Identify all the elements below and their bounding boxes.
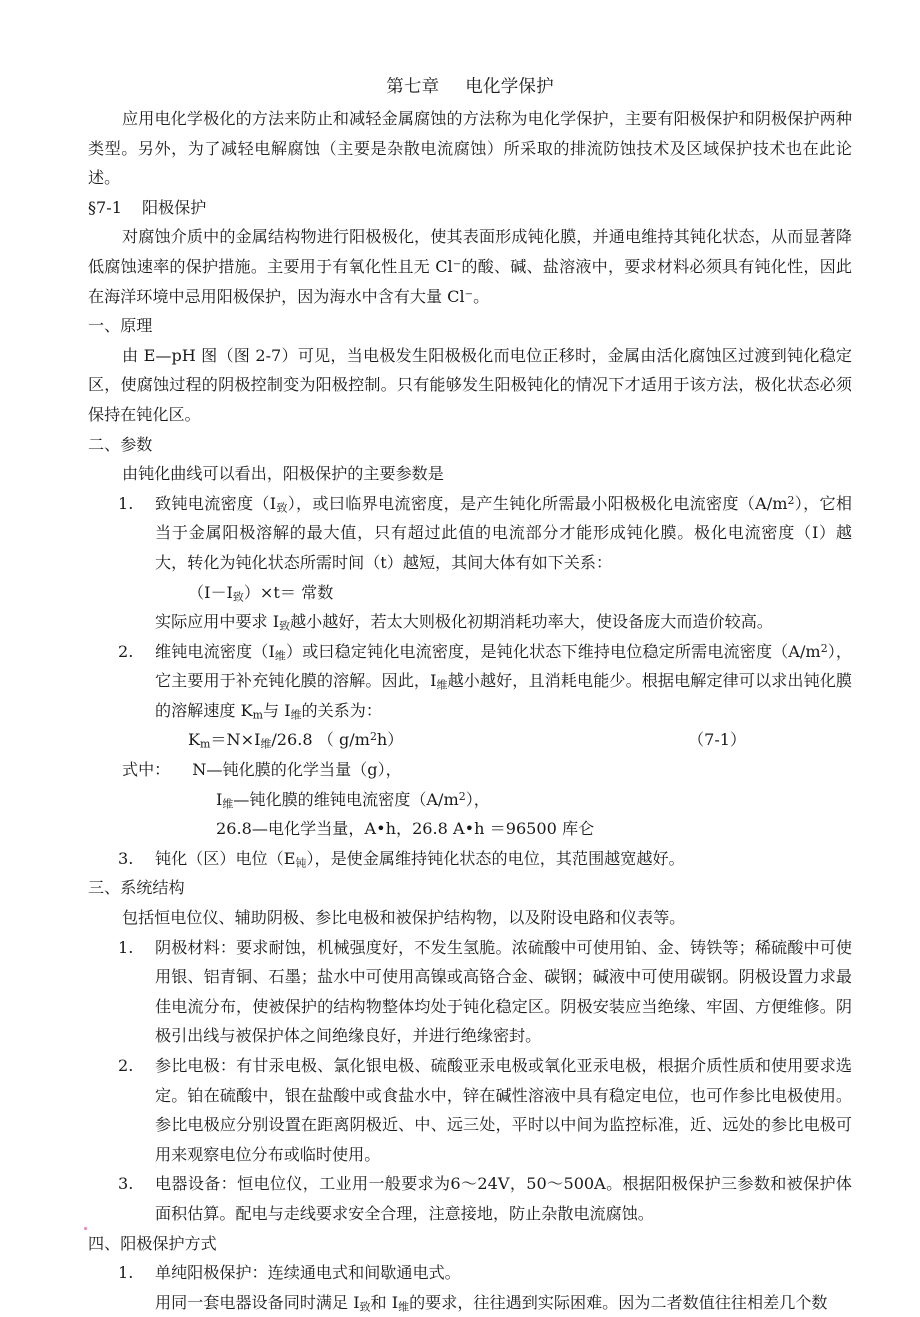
list-item-text-b: ），是使金属维持钝化状态的电位，其范围越宽越好。 bbox=[306, 848, 685, 868]
item1-continuation bbox=[88, 1288, 852, 1317]
definition-text-end: ）， bbox=[465, 789, 490, 809]
formula-text-a: （I－I bbox=[188, 582, 233, 602]
list-marker: 3. bbox=[118, 848, 134, 868]
subscript-wei: 维 bbox=[436, 678, 448, 692]
superscript-two: 2 bbox=[369, 730, 377, 744]
subsection-two-title: 参数 bbox=[120, 434, 153, 454]
list-marker: 1. bbox=[118, 493, 134, 513]
formula-7-1 bbox=[88, 725, 852, 755]
list-marker: 3. bbox=[118, 1174, 134, 1194]
list-marker: 1. bbox=[118, 937, 134, 957]
note-text-a: 实际应用中要求 I bbox=[155, 612, 280, 632]
list-item-text-a: 致钝电流密度（I bbox=[155, 493, 277, 513]
formula-text-b: ）×t＝ 常数 bbox=[243, 582, 334, 602]
subsection-one-heading bbox=[88, 311, 852, 341]
page-title bbox=[88, 72, 852, 102]
list-marker: 1. bbox=[118, 1263, 134, 1283]
definition-symbol: I bbox=[216, 789, 223, 809]
subscript-m: m bbox=[200, 737, 211, 751]
list-item-text: 参比电极：有甘汞电极、氯化银电极、硫酸亚汞电极或氧化亚汞电极，根据介质性质和使用要求选定。铂在硫酸中，银在盐酸中或食盐水中，锌在碱性溶液中具有稳定电位，也可作参比电极使用。参比电极应分别设置在距离阴极近、中、远三处，平时以中间为监控标准，近、远处的参比电极可用来观察电位分布或临时使用。 bbox=[155, 1056, 852, 1164]
subsection-four-heading bbox=[88, 1229, 852, 1259]
list-item-text: 阴极材料：要求耐蚀，机械强度好，不发生氢脆。浓硫酸中可使用铂、金、铸铁等；稀硫酸中可使用银、铝青铜、石墨；盐水中可使用高镍或高铬合金、碳钢；碱液中可使用碳钢。阴极设置力求最佳电流分布，使被保护的结构物整体均处于钝化稳定区。阴极安装应当绝缘、牢固、方便维修。阴极引出线与被保护体之间绝缘良好，并进行绝缘密封。 bbox=[155, 937, 852, 1046]
subscript-zhi: 致 bbox=[359, 1300, 371, 1314]
list-item-text-a: 钝化（区）电位（E bbox=[155, 848, 296, 868]
list-item bbox=[88, 933, 852, 1051]
formula-constant bbox=[88, 578, 852, 608]
subsection-three-number: 三、 bbox=[88, 878, 121, 898]
list-item bbox=[88, 489, 852, 578]
section-number: §7-1 bbox=[88, 197, 122, 217]
subsection-three-title: 系统结构 bbox=[120, 878, 185, 898]
subscript-wei: 维 bbox=[260, 737, 272, 751]
list-item-text-c: ），它主要用于补充钝化膜的溶解。因此，I bbox=[155, 641, 853, 691]
section-7-1-heading bbox=[88, 193, 852, 223]
section-title: 阳极保护 bbox=[141, 197, 207, 217]
list-item-text-a: 维钝电流密度（I bbox=[155, 641, 275, 661]
list-item bbox=[88, 1169, 852, 1228]
formula-rhs-end: h） bbox=[376, 730, 404, 750]
list-item bbox=[88, 637, 852, 726]
subscript-dun: 钝 bbox=[295, 856, 307, 870]
subsection-one-body: 由 E—pH 图（图 2-7）可见，当电极发生阳极极化而电位正移时，金属由活化腐蚀区过渡到钝化稳定区，使腐蚀过程的阴极控制变为阳极控制。只有能够发生阳极钝化的情况下才适用于该方法，极化状态必须保持在钝化区。 bbox=[88, 345, 852, 424]
list-item-text-b: ），或曰临界电流密度，是产生钝化所需最小阳极极化电流密度（A/m bbox=[287, 493, 788, 513]
formula-lhs: K bbox=[188, 730, 201, 750]
subsection-two-number: 二、 bbox=[88, 434, 121, 454]
list-item-text-c: ），它相当于金属阳极溶解的最大值，只有超过此值的电流部分才能形成钝化膜。极化电流密度（I）越大，转化为钝化状态所需时间（t）越短，其间大体有如下关系： bbox=[155, 493, 853, 572]
list-item-text-e: 与 I bbox=[262, 700, 291, 720]
definition-text: —钝化膜的维钝电流密度（A/m bbox=[233, 789, 459, 809]
subscript-zhi: 致 bbox=[232, 589, 244, 603]
chapter-name: 电化学保护 bbox=[465, 77, 554, 97]
subsection-four-number: 四、 bbox=[88, 1233, 121, 1253]
page-content bbox=[88, 72, 852, 1317]
definition-26-8: 26.8—电化学当量，A•h，26.8 A•h ＝96500 库仑 bbox=[216, 819, 595, 839]
subsection-three-heading bbox=[88, 873, 852, 903]
subscript-wei: 维 bbox=[398, 1300, 410, 1314]
subscript-m: m bbox=[252, 708, 263, 722]
where-label-row bbox=[88, 755, 852, 785]
note-text-b: 越小越好，若太大则极化初期消耗功率大，使设备庞大而造价较高。 bbox=[290, 612, 773, 632]
formula-rhs: /26.8 （ g/m bbox=[271, 730, 370, 750]
superscript-two: 2 bbox=[787, 493, 795, 507]
subsection-four-title: 阳极保护方式 bbox=[120, 1233, 217, 1253]
subscript-wei: 维 bbox=[222, 797, 234, 811]
subsection-two-lead: 由钝化曲线可以看出，阳极保护的主要参数是 bbox=[122, 464, 444, 484]
list-item bbox=[88, 1258, 852, 1288]
cont-text-c: 的要求，往往遇到实际困难。因为二者数值往往相差几个数 bbox=[409, 1292, 828, 1312]
subscript-zhi: 致 bbox=[279, 619, 291, 633]
equation-tag: （7-1） bbox=[688, 730, 747, 750]
where-label: 式中： bbox=[122, 760, 171, 780]
subsection-one-number: 一、 bbox=[88, 316, 121, 336]
superscript-two: 2 bbox=[820, 641, 828, 655]
superscript-two: 2 bbox=[458, 789, 466, 803]
scan-artifact-speck bbox=[84, 1227, 87, 1230]
subscript-wei: 维 bbox=[290, 708, 302, 722]
list-item-text-b: ）或曰稳定钝化电流密度，是钝化状态下维持电位稳定所需电流密度（A/m bbox=[285, 641, 821, 661]
list-item-text-f: 的关系为： bbox=[301, 700, 382, 720]
section-7-1-body: 对腐蚀介质中的金属结构物进行阳极极化，使其表面形成钝化膜，并通电维持其钝化状态，从而显著降低腐蚀速率的保护措施。主要用于有氧化性且无 Cl⁻的酸、碱、盐溶液中，要求材料必须具有钝化性，因此在海洋环境中忌用阳极保护，因为海水中含有大量 Cl⁻。 bbox=[88, 227, 852, 306]
subsection-one-title: 原理 bbox=[120, 316, 153, 336]
list-item-text: 电器设备：恒电位仪，工业用一般要求为6～24V，50～500A。根据阳极保护三参数和被保护体面积估算。配电与走线要求安全合理，注意接地，防止杂散电流腐蚀。 bbox=[155, 1174, 852, 1223]
intro-paragraph: 应用电化学极化的方法来防止和减轻金属腐蚀的方法称为电化学保护，主要有阳极保护和阴极保护两种类型。另外，为了减轻电解腐蚀（主要是杂散电流腐蚀）所采取的排流防蚀技术及区域保护技术也在此论述。 bbox=[88, 109, 852, 188]
list-item-text: 单纯阳极保护：连续通电式和间歇通电式。 bbox=[155, 1263, 461, 1283]
list-item bbox=[88, 1051, 852, 1169]
subscript-wei: 维 bbox=[274, 649, 286, 663]
item1-note bbox=[88, 607, 852, 637]
definition-N: N—钝化膜的化学当量（g）， bbox=[192, 760, 402, 780]
subsection-two-heading bbox=[88, 430, 852, 460]
subsection-three-lead: 包括恒电位仪、辅助阴极、参比电极和被保护结构物，以及附设电路和仪表等。 bbox=[122, 908, 686, 928]
cont-text-a: 用同一套电器设备同时满足 I bbox=[155, 1292, 360, 1312]
definition-I-wei bbox=[88, 785, 852, 815]
chapter-number: 第七章 bbox=[386, 77, 440, 97]
list-marker: 2. bbox=[118, 1056, 134, 1075]
list-item-text-d: 越小越好，且消耗电能少。根据电解定律可以求出钝化膜的溶解速度 K bbox=[155, 671, 853, 720]
formula-mid: ＝N×I bbox=[210, 730, 261, 750]
list-item bbox=[88, 844, 852, 874]
cont-text-b: 和 I bbox=[370, 1292, 399, 1312]
list-marker: 2. bbox=[118, 641, 134, 661]
subscript-zhi: 致 bbox=[276, 501, 288, 515]
